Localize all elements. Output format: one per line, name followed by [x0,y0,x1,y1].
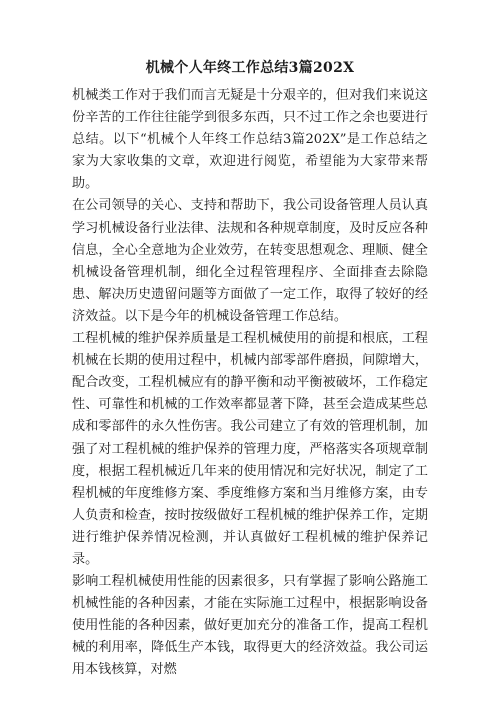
paragraph-maintenance: 工程机械的维护保养质量是工程机械使用的前提和根底，工程机械在长期的使用过程中，机械内部零部件磨损，间隙增大，配合改变，工程机械应有的静平衡和动平衡被破坏，工作稳定性、可靠性和机械的工作效率都显著下降，甚至会造成某些总成和零部件的永久性伤害。我公司建立了有效的管理机制，加强了对工程机械的维护保养的管理力度，严格落实各项规章制度，根据工程机械近几年来的使用情况和完好状况，制定了工程机械的年度维修方案、季度维修方案和当月维修方案，由专人负责和检查，按时按级做好工程机械的维护保养工作，定期进行维护保养情况检测，并认真做好工程机械的维护保养记录。 [72,331,428,567]
paragraph-management: 在公司领导的关心、支持和帮助下，我公司设备管理人员认真学习机械设备行业法律、法规和各种规章制度，及时反应各种信息，全心全意地为企业效劳，在转变思想观念、理顺、健全机械设备管理机制，细化全过程管理程序、全面排查去除隐患、解决历史遗留问题等方面做了一定工作，取得了较好的经济效益。以下是今年的机械设备管理工作总结。 [72,198,428,324]
paragraph-performance: 影响工程机械使用性能的因素很多，只有掌握了影响公路施工机械性能的各种因素，才能在实际施工过程中，根据影响设备使用性能的各种因素，做好更加充分的准备工作，提高工程机械的利用率，降低生产本钱，取得更大的经济效益。我公司运用本钱核算，对燃 [72,574,428,678]
paragraph-intro: 机械类工作对于我们而言无疑是十分艰辛的，但对我们来说这份辛苦的工作往往能学到很多东西，只不过工作之余也要进行总结。以下“机械个人年终工作总结3篇202X”是工作总结之家为大家收集的文章，欢迎进行阅览，希望能为大家带来帮助。 [72,88,428,192]
document-title: 机械个人年终工作总结3篇202X [145,60,355,76]
